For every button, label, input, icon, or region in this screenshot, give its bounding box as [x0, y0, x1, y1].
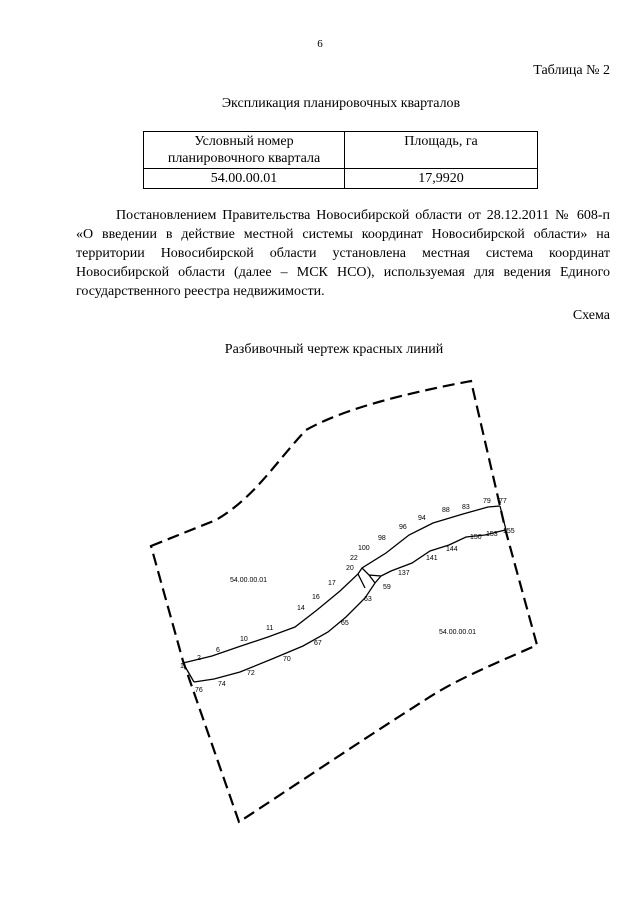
- cell-zone-number: 54.00.00.01: [144, 169, 345, 189]
- point-label: 63: [364, 596, 372, 603]
- point-label: 67: [314, 640, 322, 647]
- point-labels-south: [195, 528, 515, 694]
- point-label: 1: [180, 663, 184, 670]
- point-label: 70: [283, 656, 291, 663]
- explication-title: Экспликация планировочных кварталов: [221, 96, 461, 111]
- point-label: 137: [398, 570, 410, 577]
- zone-label-east: 54.00.00.01: [439, 629, 476, 636]
- point-label: 98: [378, 535, 386, 542]
- point-label: 155: [503, 528, 515, 535]
- point-label: 16: [312, 594, 320, 601]
- point-label: 72: [247, 670, 255, 677]
- point-label: 65: [341, 620, 349, 627]
- red-line-south: [194, 530, 506, 682]
- scheme-label: Схема: [572, 308, 610, 323]
- junction-inner: [358, 568, 381, 588]
- point-label: 153: [486, 531, 498, 538]
- east-end-cap: [500, 506, 506, 530]
- point-label: 144: [446, 546, 458, 553]
- point-label: 88: [442, 507, 450, 514]
- territory-boundary: [151, 381, 537, 822]
- point-label: 76: [195, 687, 203, 694]
- point-label: 11: [266, 625, 274, 632]
- point-label: 77: [499, 498, 507, 505]
- point-label: 150: [470, 534, 482, 541]
- point-label: 96: [399, 524, 407, 531]
- point-label: 22: [350, 555, 358, 562]
- point-label: 20: [346, 565, 354, 572]
- point-label: 14: [297, 605, 305, 612]
- point-label: 6: [216, 647, 220, 654]
- table-label: Таблица № 2: [533, 63, 610, 78]
- point-label: 79: [483, 498, 491, 505]
- point-label: 10: [240, 636, 248, 643]
- point-label: 59: [383, 584, 391, 591]
- point-label: 2: [197, 655, 201, 662]
- cell-area: 17,9920: [345, 169, 538, 189]
- point-label: 83: [462, 504, 470, 511]
- point-label: 141: [426, 555, 438, 562]
- header-zone-number: Условный номер планировочного квартала: [144, 132, 345, 169]
- point-label: 17: [328, 580, 336, 587]
- body-paragraph-text: Постановлением Правительства Новосибирской области от 28.12.2011 № 608-п «О введении в действие местной системы координат Новосибирской области» на территории Новосибирской области установлена местная система координат Новосибирской области (далее – МСК НСО), используемая для ведения Единого государственного реестра недвижимости.: [76, 208, 610, 299]
- page-number: 6: [317, 38, 323, 50]
- drawing-title: Разбивочный чертеж красных линий: [224, 342, 444, 357]
- header-area: Площадь, га: [345, 132, 538, 169]
- point-label: 94: [418, 515, 426, 522]
- point-label: 74: [218, 681, 226, 688]
- point-labels-north: [180, 498, 507, 670]
- zone-label-west: 54.00.00.01: [230, 577, 267, 584]
- red-line-north: [183, 506, 500, 663]
- point-label: 100: [358, 545, 370, 552]
